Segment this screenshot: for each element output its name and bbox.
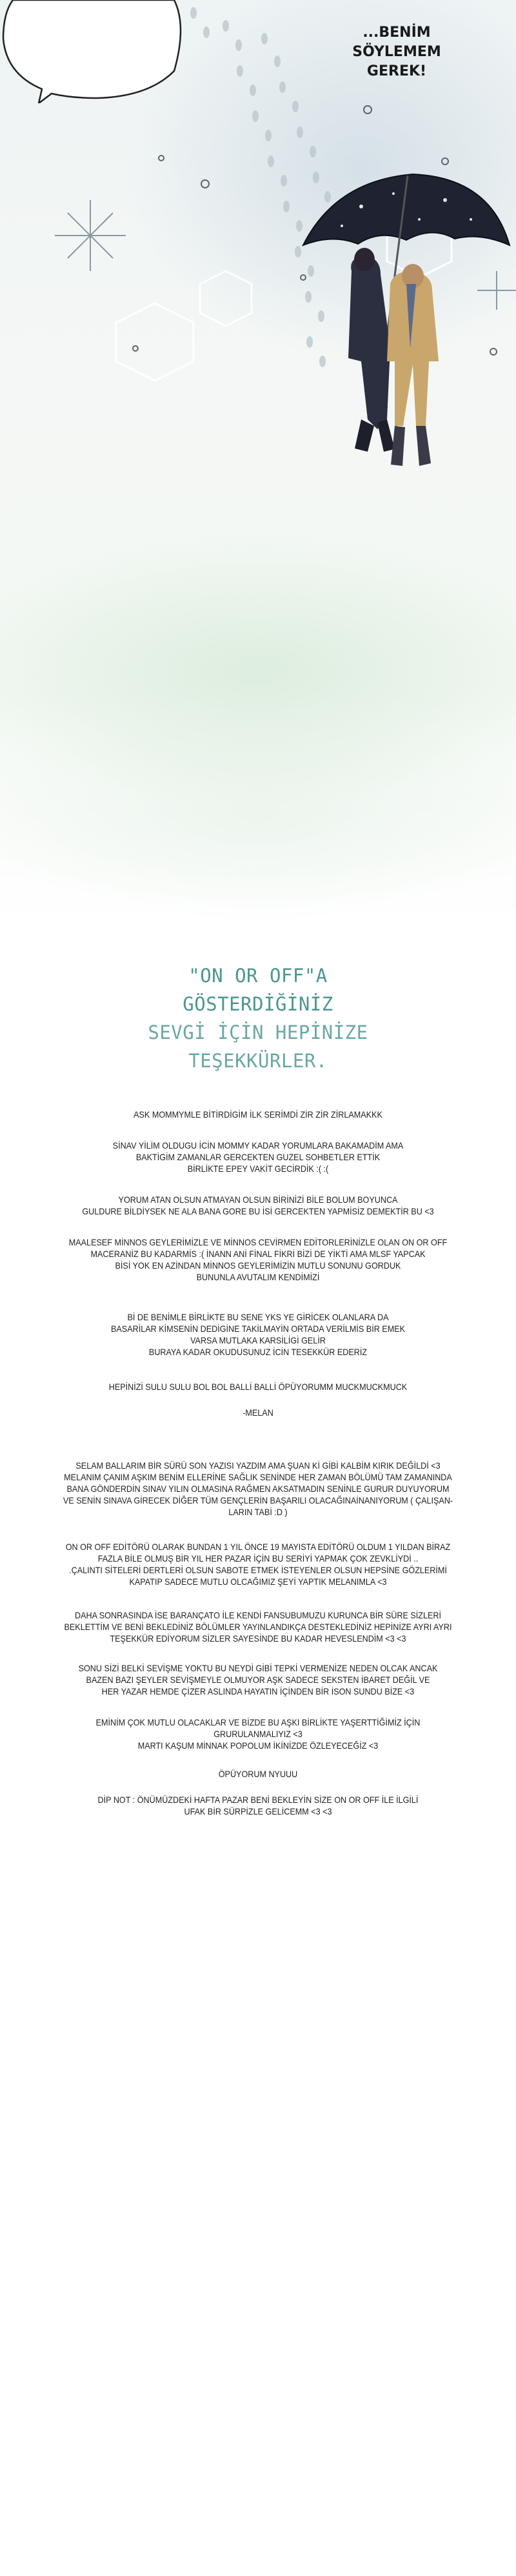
note-text: ON OR OFF EDİTÖRÜ OLARAK BUNDAN 1 YIL ÖNCE 19 MAYISTA EDİTÖRÜ OLDUM 1 YILDAN BİRAZ FAZLA BİLE OLMUŞ BİR YIL HER PAZAR İÇİN BU SERİYİ YAPMAK ÇOK ZEVKLİYDİ .. .ÇALINTI SİTELERİ DERTLERİ OLSUN SABOTE ETMEK İSTEYENLER OLSUN HEPSİNE GÖZLERİMİ KAPATIP SADECE MUTLU OLCAĞIMIZ ŞEYİ YAPTIK MELANIMLA <3 [65, 1542, 451, 1587]
note-text: ÖPÜYORUM NYUUU [218, 1769, 298, 1779]
heading-line-4: TEŞEKKÜRLER. [188, 1050, 328, 1072]
note-text: SELAM BALLARIM BİR SÜRÜ SON YAZISI YAZDIM AMA ŞUAN Kİ GİBİ KALBİM KIRIK DEĞİLDİ <3 MELANIM ÇANIM AŞKIM BENİM ELLERİNE SAĞLIK SENİNDE HER ZAMAN BÖLÜMÜ TAM ZAMANINDA BANA GÖNDERDİN SINAV YILIN OLMASINA RAĞMEN AKSATMADIN SENİNLE GURUR DUYUYORUM VE SENİN SINAVA GİRECEK DİĞER TÜM GENÇLERİN BAŞARILI OLACAĞINAİNANIYORUM ( ÇALIŞAN- LARIN TABİ :D ) [63, 1460, 453, 1517]
note-paragraph [49, 1236, 467, 1283]
note-text: Bİ DE BENİMLE BİRLİKTE BU SENE YKS YE GİRİCEK OLANLARA DA BASARİLAR KİMSENİN DEDİGİNE TAKİLMAYİN ORTADA VERİLMİS BİR EMEK VARSA MUTLAKA KARSİLİGİ GELİR BURAYA KADAR OKUDUSUNUZ İCİN TESEKKÜR EDERİZ [110, 1312, 406, 1357]
illustration-panel [0, 0, 516, 923]
note-text: SİNAV YİLİM OLDUGU İCİN MOMMY KADAR YORUMLARA BAKAMADİM AMA BAKTİGİM ZAMANLAR GERCEKTEN GUZEL SOHBETLER ETTİK BİRLİKTE EPEY VAKİT GECİRDİK :( :( [112, 1140, 404, 1174]
signature-text: -MELAN [243, 1407, 273, 1418]
thank-you-heading [129, 961, 387, 1075]
note-paragraph [49, 1140, 467, 1174]
speech-bubble [0, 0, 187, 103]
note-text: HEPİNİZİ SULU SULU BOL BOL BALLİ BALLİ ÖPÜYORUMM MUCKMUCKMUCK [108, 1382, 408, 1392]
note-paragraph [49, 1716, 467, 1751]
couple-figures [348, 248, 439, 466]
note-paragraph [49, 1768, 467, 1780]
note-text: ASK MOMMYMLE BİTİRDİGİM İLK SERİMDİ ZİR ZİR ZİRLAMAKKK [134, 1109, 382, 1120]
note-text: YORUM ATAN OLSUN ATMAYAN OLSUN BİRİNİZİ BİLE BOLUM BOYUNCA GULDURE BİLDİYSEK NE ALA BANA GORE BU İSİ GERCEKTEN YAPMİSİZ DEMEKTİR BU <3 [82, 1194, 434, 1216]
footprints-trail [190, 7, 331, 367]
speech-bubble-text: ...BENİM SÖYLEMEM GEREK! [352, 25, 441, 79]
note-paragraph [49, 1109, 467, 1120]
note-paragraph [49, 1794, 467, 1817]
heading-line-3: SEVGİ İÇİN HEPİNİZE [148, 1021, 368, 1043]
note-paragraph [49, 1311, 467, 1358]
note-paragraph [49, 1609, 467, 1644]
note-paragraph [49, 1541, 467, 1587]
note-text: MAALESEF MİNNOS GEYLERİMİZLE VE MİNNOS CEVİRMEN EDİTORLERİNİZLE OLAN ON OR OFF MACERANİZ BU KADARMİS :( İNANN ANİ FİNAL FİKRİ BİZİ DE YİKTİ AMA MLSF YAPCAK BİSİ YOK EN AZİNDAN MİNNOS GEYLERİMİZİN MUTLU SONUNU GORDUK BUNUNLA AVUTALIM KENDİMİZİ [68, 1237, 448, 1282]
note-text: EMİNİM ÇOK MUTLU OLACAKLAR VE BİZDE BU AŞKI BİRLİKTE YAŞERTTİĞİMİZ İÇİN GRURULANMALIYIZ <3 MARTI KAŞUM MİNNAK POPOLUM İKİNİZDE ÖZLEYECEĞİZ <3 [95, 1717, 421, 1751]
note-paragraph [49, 1381, 467, 1393]
note-text: DİP NOT : ÖNÜMÜZDEKİ HAFTA PAZAR BENİ BEKLEYİN SİZE ON OR OFF İLE İLGİLİ UFAK BİR SÜRPİZLE GELİCEMM <3 <3 [97, 1795, 419, 1816]
heading-line-1: "ON OR OFF"A [188, 965, 328, 987]
heading-line-2: GÖSTERDİĞİNİZ [183, 993, 333, 1015]
note-paragraph [49, 1662, 467, 1697]
note-text: SONU SİZİ BELKİ SEVİŞME YOKTU BU NEYDİ GİBİ TEPKİ VERMENİZE NEDEN OLCAK ANCAK BAZEN BAZI ŞEYLER SEVİŞMEYLE OLMUYOR AŞK SADECE SEKSTEN İBARET DEĞİL VE HER YAZAR HEMDE ÇİZER ASLINDA HAYATIN İÇİNDEN BİR İSON SUNDU BİZE <3 [78, 1663, 438, 1696]
note-paragraph [49, 1460, 467, 1518]
note-signature [49, 1407, 467, 1418]
note-paragraph [49, 1194, 467, 1217]
note-text: DAHA SONRASINDA İSE BARANÇATO İLE KENDİ FANSUBUMUZU KURUNCA BİR SÜRE SİZLERİ BEKLETTİM VE BENİ BEKLEDİNİZ BÖLÜMLER YAYINLANDIKÇA DESTEKLEDİNİZ HEPİNİZE AYRI AYRI TEŞEKKÜR EDİYORUM SİZLER SAYESİNDE BU KADAR HEVESLENDİM <3 <3 [64, 1610, 452, 1644]
snow-scene-art [0, 0, 516, 923]
